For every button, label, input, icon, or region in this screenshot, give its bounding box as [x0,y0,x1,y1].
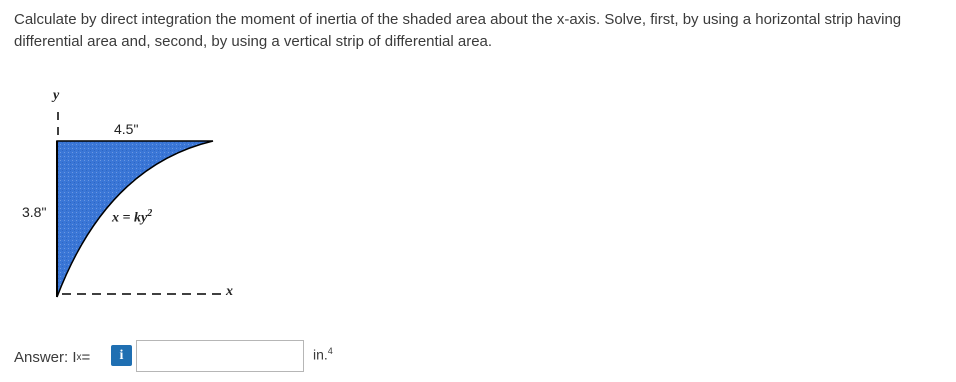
figure [0,84,260,310]
x-axis-label: x [226,284,233,299]
curve-equation: $x = ky^2$ [112,208,153,226]
y-axis-label: y [53,88,60,103]
unit-label: in.$^4$ [313,346,333,363]
question-text: Calculate by direct integration the moment of inertia of the shaded area about the x-axis. Solve, first, by using a horizontal strip having differential area and, second, by using a vertical strip of differential area. [14,11,902,50]
answer-input[interactable] [136,340,304,372]
answer-label: Answer: I x = [14,348,91,366]
area-diagram [0,84,260,310]
info-icon[interactable]: i [111,345,132,366]
height-dimension-label: 3.8" [22,204,47,220]
width-dimension-label: 4.5" [114,121,139,137]
